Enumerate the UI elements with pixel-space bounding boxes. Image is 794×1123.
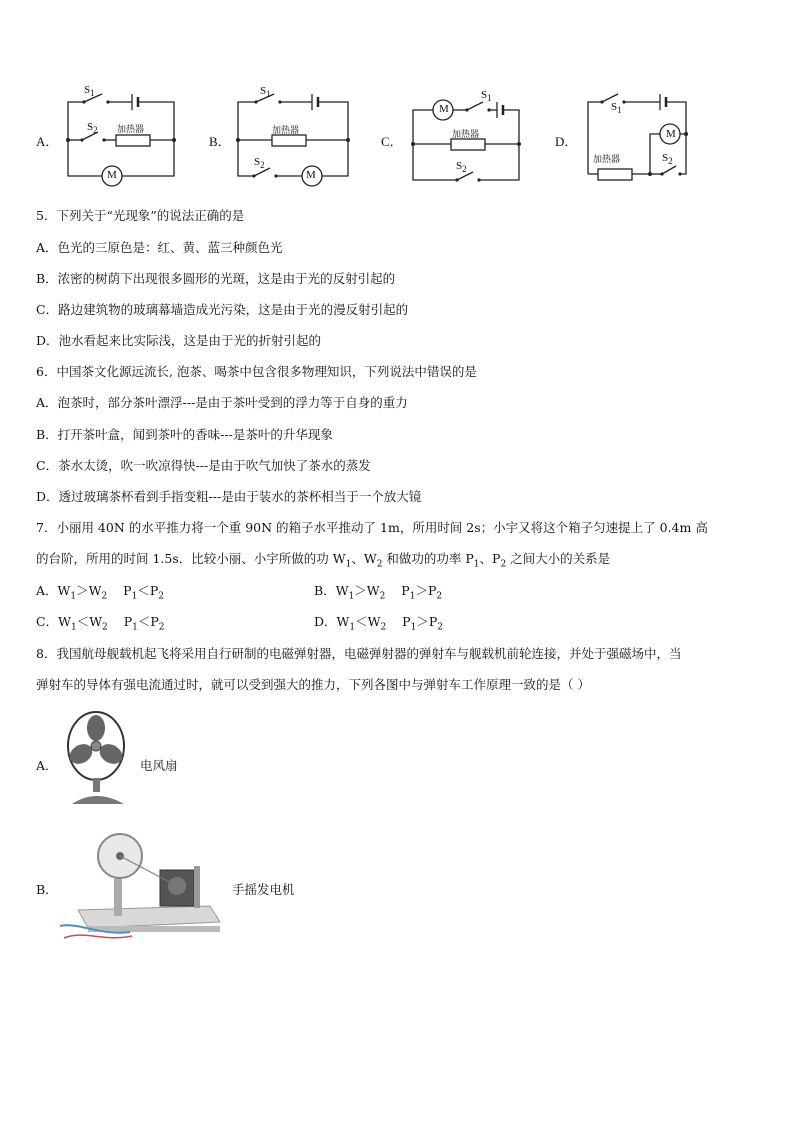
question-5-stem: 5．下列关于“光现象”的说法正确的是 [36,208,245,223]
question-7-option-a: A．$W_1>W_2$ $P_1<P_2$ [36,583,164,602]
question-8-option-b-caption: 手摇发电机 [232,882,295,897]
question-8-option-a-label: A． [36,758,58,773]
question-7-option-b: B．$W_1>W_2$ $P_1>P_2$ [314,583,443,602]
circuit-b-heater-label: 加热器 [272,125,300,135]
circuit-c-s1-label: $S_1$ [481,89,492,104]
circuit-d-heater-label: 加热器 [593,154,621,164]
question-6-stem: 6．中国茶文化源远流长, 泡茶、喝茶中包含很多物理知识，下列说法中错误的是 [36,364,477,379]
circuit-b-label: B． [209,134,231,149]
question-8-option-b-label: B． [36,882,58,897]
circuit-c-label: C． [381,134,403,149]
circuit-d-label: D． [555,134,578,149]
circuit-d-motor-label: M [666,128,676,140]
circuit-d-s2-label: $S_2$ [662,152,673,167]
question-6-option-a: A．泡茶时，部分茶叶漂浮---是由于茶叶受到的浮力等于自身的重力 [36,395,408,410]
question-7-stem-line2: 的台阶，所用的时间 1.5s．比较小丽、小宇所做的功 $W_1$、$W_2$ 和做功的功率 $P_1$、$P_2$ 之间大小的关系是 [36,551,611,570]
circuit-a-diagram [60,84,185,189]
question-8-stem-line2: 弹射车的导体有强电流通过时，就可以受到强大的推力，下列各图中与弹射车工作原理一致的是（ ） [36,677,590,692]
question-6-option-d: D．透过玻璃茶杯看到手指变粗---是由于装水的茶杯相当于一个放大镜 [36,489,422,504]
question-6-option-b: B．打开茶叶盒，闻到茶叶的香味---是茶叶的升华现象 [36,427,333,442]
question-8-stem-line1: 8．我国航母舰载机起飞将采用自行研制的电磁弹射器，电磁弹射器的弹射车与舰载机前轮连接，并处于强磁场中，当 [36,646,682,661]
question-5-option-d: D．池水看起来比实际浅，这是由于光的折射引起的 [36,333,322,348]
circuit-a-s2-label: $S_2$ [87,121,98,136]
circuit-c-heater-label: 加热器 [452,129,480,139]
circuit-b-s1-label: $S_1$ [260,85,271,100]
circuit-b-diagram [232,84,357,189]
question-6-option-c: C．茶水太烫，吹一吹凉得快---是由于吹气加快了茶水的蒸发 [36,458,371,473]
question-5-option-b: B．浓密的树荫下出现很多圆形的光斑，这是由于光的反射引起的 [36,271,396,286]
circuit-a-label: A． [36,134,59,149]
circuit-a-s1-label: $S_1$ [84,84,95,99]
circuit-a-heater-label: 加热器 [117,124,145,134]
circuit-b-motor-label: M [306,169,316,181]
circuit-c-motor-label: M [439,103,449,115]
electric-fan-image [64,706,134,806]
circuit-c-s2-label: $S_2$ [456,160,467,175]
circuit-b-s2-label: $S_2$ [254,156,265,171]
circuit-a-motor-label: M [107,169,117,181]
question-7-option-c: C．$W_1<W_2$ $P_1<P_2$ [36,614,165,633]
question-8-option-a-caption: 电风扇 [140,758,178,773]
circuit-d-s1-label: $S_1$ [611,101,622,116]
hand-crank-generator-image [60,826,230,944]
circuit-d-diagram [580,86,705,191]
question-5-option-c: C．路边建筑物的玻璃幕墙造成光污染，这是由于光的漫反射引起的 [36,302,409,317]
question-7-stem-line1: 7．小丽用 40N 的水平推力将一个重 90N 的箱子水平推动了 1m，所用时间 2s；小宇又将这个箱子匀速提上了 0.4m 高 [36,520,708,535]
question-7-option-d: D．$W_1<W_2$ $P_1>P_2$ [314,614,443,633]
question-5-option-a: A．色光的三原色是：红、黄、蓝三种颜色光 [36,240,283,255]
